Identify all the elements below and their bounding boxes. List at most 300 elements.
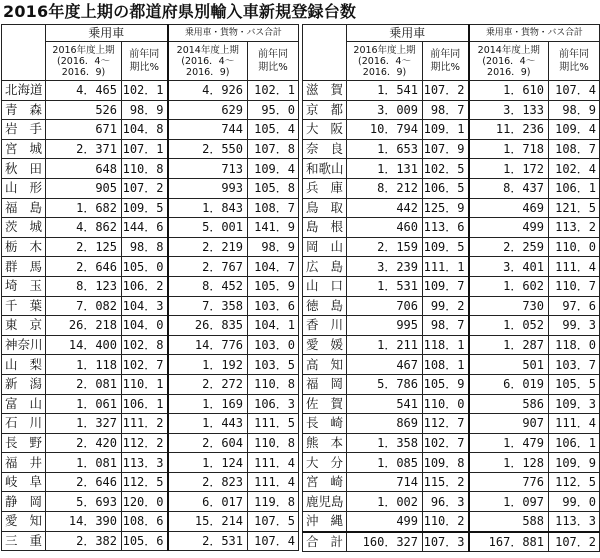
total-yoy-cell: 108．7 xyxy=(248,198,299,218)
prefecture-cell: 静岡 xyxy=(2,492,46,512)
passenger-yoy-cell: 102．8 xyxy=(122,335,168,355)
period-header-passenger: 2016年度上期 (2016．4～ 2016．9) xyxy=(46,42,122,81)
prefecture-cell: 長崎 xyxy=(303,414,347,434)
table-row xyxy=(303,198,600,218)
total-count-cell: 499 xyxy=(469,218,549,238)
table-row xyxy=(2,218,299,238)
prefecture-cell: 北海道 xyxy=(2,81,46,101)
total-count-cell: 588 xyxy=(469,512,549,532)
total-count-cell: 1．052 xyxy=(469,316,549,336)
passenger-count-cell: 541 xyxy=(347,394,423,414)
passenger-count-cell: 499 xyxy=(347,512,423,532)
total-yoy-cell: 104．1 xyxy=(248,316,299,336)
passenger-count-cell: 1．085 xyxy=(347,453,423,473)
total-yoy-cell: 97．6 xyxy=(549,296,600,316)
total-yoy-cell: 112．5 xyxy=(549,472,600,492)
passenger-yoy-cell: 115．2 xyxy=(423,472,469,492)
total-count-cell: 2．272 xyxy=(168,374,248,394)
passenger-yoy-cell: 112．5 xyxy=(122,472,168,492)
total-yoy-cell: 107．2 xyxy=(549,532,600,552)
table-row xyxy=(303,335,600,355)
total-count-cell: 730 xyxy=(469,296,549,316)
passenger-yoy-cell: 104．8 xyxy=(122,120,168,140)
table-row xyxy=(2,492,299,512)
passenger-count-cell: 2．382 xyxy=(46,531,122,551)
passenger-yoy-cell: 102．5 xyxy=(423,159,469,179)
passenger-count-cell: 706 xyxy=(347,296,423,316)
prefecture-cell: 千葉 xyxy=(2,296,46,316)
passenger-count-cell: 1．081 xyxy=(46,453,122,473)
table-row xyxy=(303,414,600,434)
period-header-passenger: 2016年度上期 (2016．4～ 2016．9) xyxy=(347,42,423,81)
passenger-count-cell: 8．212 xyxy=(347,178,423,198)
table-row xyxy=(2,139,299,159)
passenger-car-group-header: 乗用車 xyxy=(46,25,168,42)
prefecture-cell: 岐阜 xyxy=(2,472,46,492)
passenger-count-cell: 1．653 xyxy=(347,139,423,159)
right-table-panel xyxy=(302,24,599,557)
passenger-yoy-cell: 105．0 xyxy=(122,257,168,277)
passenger-yoy-cell: 111．1 xyxy=(423,257,469,277)
prefecture-cell: 岩手 xyxy=(2,120,46,140)
yoy-header-total: 前年同 期比% xyxy=(248,42,299,81)
passenger-yoy-cell: 110．8 xyxy=(122,159,168,179)
table-row xyxy=(2,120,299,140)
prefecture-cell: 広島 xyxy=(303,257,347,277)
table-row xyxy=(303,472,600,492)
total-yoy-cell: 110．0 xyxy=(549,237,600,257)
table-row xyxy=(2,512,299,532)
passenger-yoy-cell: 98．7 xyxy=(423,316,469,336)
total-yoy-cell: 111．4 xyxy=(549,414,600,434)
total-count-cell: 1．610 xyxy=(469,81,549,101)
total-yoy-cell: 98．9 xyxy=(248,237,299,257)
passenger-yoy-cell: 106．1 xyxy=(122,394,168,414)
total-count-cell: 3．133 xyxy=(469,100,549,120)
all-vehicles-group-header: 乗用車・貨物・バス合計 xyxy=(469,25,600,42)
table-row xyxy=(2,433,299,453)
table-row xyxy=(303,355,600,375)
passenger-yoy-cell: 111．2 xyxy=(122,414,168,434)
table-row xyxy=(303,218,600,238)
table-row xyxy=(303,237,600,257)
period-header-total: 2014年度上期 (2016．4～ 2016．9) xyxy=(469,42,549,81)
total-count-cell: 744 xyxy=(168,120,248,140)
passenger-yoy-cell: 99．2 xyxy=(423,296,469,316)
passenger-yoy-cell: 113．3 xyxy=(122,453,168,473)
total-yoy-cell: 99．0 xyxy=(549,492,600,512)
prefecture-cell: 和歌山 xyxy=(303,159,347,179)
table-row xyxy=(2,472,299,492)
total-yoy-cell: 109．4 xyxy=(549,120,600,140)
passenger-count-cell: 2．646 xyxy=(46,257,122,277)
prefecture-cell: 大分 xyxy=(303,453,347,473)
total-count-cell: 1．602 xyxy=(469,276,549,296)
total-yoy-cell: 121．5 xyxy=(549,198,600,218)
prefecture-cell: 滋賀 xyxy=(303,81,347,101)
prefecture-cell: 三重 xyxy=(2,531,46,551)
table-row xyxy=(303,453,600,473)
total-count-cell: 6．019 xyxy=(469,374,549,394)
passenger-count-cell: 10．794 xyxy=(347,120,423,140)
table-row xyxy=(2,453,299,473)
registration-table-left xyxy=(1,24,299,551)
total-count-cell: 2．259 xyxy=(469,237,549,257)
table-row xyxy=(303,276,600,296)
passenger-count-cell: 1．118 xyxy=(46,355,122,375)
passenger-count-cell: 2．371 xyxy=(46,139,122,159)
total-count-cell: 629 xyxy=(168,100,248,120)
total-row xyxy=(303,532,600,552)
total-yoy-cell: 107．4 xyxy=(248,531,299,551)
total-yoy-cell: 107．4 xyxy=(549,81,600,101)
passenger-yoy-cell: 109．5 xyxy=(423,237,469,257)
total-yoy-cell: 106．3 xyxy=(248,394,299,414)
prefecture-cell: 秋田 xyxy=(2,159,46,179)
total-count-cell: 3．401 xyxy=(469,257,549,277)
passenger-yoy-cell: 109．8 xyxy=(423,453,469,473)
passenger-yoy-cell: 106．5 xyxy=(423,178,469,198)
total-yoy-cell: 141．9 xyxy=(248,218,299,238)
passenger-count-cell: 467 xyxy=(347,355,423,375)
passenger-count-cell: 26．218 xyxy=(46,316,122,336)
passenger-count-cell: 2．081 xyxy=(46,374,122,394)
registration-table-right xyxy=(302,24,600,552)
table-row xyxy=(2,81,299,101)
passenger-yoy-cell: 109．7 xyxy=(423,276,469,296)
prefecture-cell: 福島 xyxy=(2,198,46,218)
table-row xyxy=(303,296,600,316)
passenger-count-cell: 442 xyxy=(347,198,423,218)
total-count-cell: 1．443 xyxy=(168,414,248,434)
total-count-cell: 586 xyxy=(469,394,549,414)
passenger-yoy-cell: 98．7 xyxy=(423,100,469,120)
total-count-cell: 1．128 xyxy=(469,453,549,473)
table-row xyxy=(2,198,299,218)
table-row xyxy=(303,512,600,532)
table-row xyxy=(303,120,600,140)
passenger-yoy-cell: 110．0 xyxy=(423,394,469,414)
total-yoy-cell: 106．1 xyxy=(549,433,600,453)
total-yoy-cell: 103．6 xyxy=(248,296,299,316)
prefecture-cell: 香川 xyxy=(303,316,347,336)
passenger-yoy-cell: 125．9 xyxy=(423,198,469,218)
total-yoy-cell: 105．8 xyxy=(248,178,299,198)
passenger-yoy-cell: 118．1 xyxy=(423,335,469,355)
passenger-yoy-cell: 112．2 xyxy=(122,433,168,453)
prefecture-cell: 茨城 xyxy=(2,218,46,238)
table-row xyxy=(303,100,600,120)
passenger-yoy-cell: 102．1 xyxy=(122,81,168,101)
total-yoy-cell: 109．3 xyxy=(549,394,600,414)
total-yoy-cell: 113．2 xyxy=(549,218,600,238)
prefecture-cell: 熊本 xyxy=(303,433,347,453)
yoy-header-passenger: 前年同 期比% xyxy=(122,42,168,81)
total-count-cell: 7．358 xyxy=(168,296,248,316)
prefecture-cell: 鹿児島 xyxy=(303,492,347,512)
prefecture-cell: 岡山 xyxy=(303,237,347,257)
passenger-yoy-cell: 113．6 xyxy=(423,218,469,238)
total-count-cell: 8．437 xyxy=(469,178,549,198)
prefecture-cell: 宮崎 xyxy=(303,472,347,492)
total-count-cell: 2．531 xyxy=(168,531,248,551)
total-count-cell: 1．718 xyxy=(469,139,549,159)
total-yoy-cell: 110．7 xyxy=(549,276,600,296)
prefecture-cell: 奈良 xyxy=(303,139,347,159)
yoy-header-passenger: 前年同 期比% xyxy=(423,42,469,81)
passenger-count-cell: 1．131 xyxy=(347,159,423,179)
passenger-yoy-cell: 104．3 xyxy=(122,296,168,316)
total-yoy-cell: 105．9 xyxy=(248,276,299,296)
passenger-count-cell: 671 xyxy=(46,120,122,140)
total-count-cell: 2．823 xyxy=(168,472,248,492)
table-row xyxy=(303,159,600,179)
table-row xyxy=(2,276,299,296)
total-count-cell: 713 xyxy=(168,159,248,179)
prefecture-cell: 佐賀 xyxy=(303,394,347,414)
passenger-yoy-cell: 110．1 xyxy=(122,374,168,394)
table-row xyxy=(303,394,600,414)
total-count-cell: 1．169 xyxy=(168,394,248,414)
passenger-count-cell: 905 xyxy=(46,178,122,198)
table-row xyxy=(303,492,600,512)
total-count-cell: 1．479 xyxy=(469,433,549,453)
total-count-cell: 5．001 xyxy=(168,218,248,238)
table-row xyxy=(303,139,600,159)
table-row xyxy=(2,335,299,355)
passenger-count-cell: 3．009 xyxy=(347,100,423,120)
table-row xyxy=(303,81,600,101)
total-yoy-cell: 119．8 xyxy=(248,492,299,512)
prefecture-header-cell xyxy=(2,25,46,81)
passenger-yoy-cell: 109．5 xyxy=(122,198,168,218)
passenger-count-cell: 1．358 xyxy=(347,433,423,453)
total-yoy-cell: 118．0 xyxy=(549,335,600,355)
total-yoy-cell: 109．4 xyxy=(248,159,299,179)
passenger-count-cell: 1．002 xyxy=(347,492,423,512)
prefecture-cell: 島根 xyxy=(303,218,347,238)
total-count-cell: 167．881 xyxy=(469,532,549,552)
prefecture-cell: 大阪 xyxy=(303,120,347,140)
left-table-panel xyxy=(1,24,298,557)
prefecture-cell: 福井 xyxy=(2,453,46,473)
total-yoy-cell: 103．0 xyxy=(248,335,299,355)
prefecture-cell: 東京 xyxy=(2,316,46,336)
passenger-count-cell: 2．646 xyxy=(46,472,122,492)
total-count-cell: 26．835 xyxy=(168,316,248,336)
passenger-count-cell: 526 xyxy=(46,100,122,120)
passenger-yoy-cell: 102．7 xyxy=(122,355,168,375)
passenger-count-cell: 14．390 xyxy=(46,512,122,532)
passenger-count-cell: 2．159 xyxy=(347,237,423,257)
total-yoy-cell: 102．4 xyxy=(549,159,600,179)
prefecture-cell: 神奈川 xyxy=(2,335,46,355)
total-yoy-cell: 107．5 xyxy=(248,512,299,532)
prefecture-cell: 富山 xyxy=(2,394,46,414)
table-row xyxy=(2,394,299,414)
passenger-yoy-cell: 108．6 xyxy=(122,512,168,532)
prefecture-cell: 沖縄 xyxy=(303,512,347,532)
table-row xyxy=(2,374,299,394)
passenger-yoy-cell: 110．2 xyxy=(423,512,469,532)
passenger-count-cell: 3．239 xyxy=(347,257,423,277)
passenger-yoy-cell: 102．7 xyxy=(423,433,469,453)
prefecture-cell: 高知 xyxy=(303,355,347,375)
total-count-cell: 469 xyxy=(469,198,549,218)
total-count-cell: 11．236 xyxy=(469,120,549,140)
table-row xyxy=(2,159,299,179)
total-yoy-cell: 105．4 xyxy=(248,120,299,140)
prefecture-cell: 宮城 xyxy=(2,139,46,159)
passenger-count-cell: 460 xyxy=(347,218,423,238)
passenger-yoy-cell: 98．9 xyxy=(122,100,168,120)
total-count-cell: 15．214 xyxy=(168,512,248,532)
total-count-cell: 1．192 xyxy=(168,355,248,375)
total-count-cell: 1．287 xyxy=(469,335,549,355)
table-row xyxy=(303,178,600,198)
total-yoy-cell: 111．5 xyxy=(248,414,299,434)
passenger-count-cell: 714 xyxy=(347,472,423,492)
prefecture-cell: 鳥取 xyxy=(303,198,347,218)
yoy-header-total: 前年同 期比% xyxy=(549,42,600,81)
passenger-count-cell: 648 xyxy=(46,159,122,179)
total-count-cell: 14．776 xyxy=(168,335,248,355)
total-yoy-cell: 110．8 xyxy=(248,433,299,453)
prefecture-cell: 福岡 xyxy=(303,374,347,394)
passenger-yoy-cell: 109．1 xyxy=(423,120,469,140)
passenger-count-cell: 7．082 xyxy=(46,296,122,316)
prefecture-cell: 群馬 xyxy=(2,257,46,277)
passenger-count-cell: 1．061 xyxy=(46,394,122,414)
total-count-cell: 501 xyxy=(469,355,549,375)
passenger-yoy-cell: 107．2 xyxy=(423,81,469,101)
passenger-count-cell: 4．862 xyxy=(46,218,122,238)
passenger-yoy-cell: 105．9 xyxy=(423,374,469,394)
prefecture-cell: 埼玉 xyxy=(2,276,46,296)
passenger-count-cell: 2．125 xyxy=(46,237,122,257)
total-yoy-cell: 102．1 xyxy=(248,81,299,101)
passenger-yoy-cell: 108．1 xyxy=(423,355,469,375)
total-count-cell: 2．767 xyxy=(168,257,248,277)
passenger-yoy-cell: 96．3 xyxy=(423,492,469,512)
prefecture-cell: 徳島 xyxy=(303,296,347,316)
total-yoy-cell: 99．3 xyxy=(549,316,600,336)
table-row xyxy=(2,100,299,120)
total-yoy-cell: 103．7 xyxy=(549,355,600,375)
passenger-count-cell: 869 xyxy=(347,414,423,434)
total-yoy-cell: 110．8 xyxy=(248,374,299,394)
passenger-count-cell: 1．327 xyxy=(46,414,122,434)
total-yoy-cell: 111．4 xyxy=(248,453,299,473)
passenger-yoy-cell: 144．6 xyxy=(122,218,168,238)
passenger-count-cell: 2．420 xyxy=(46,433,122,453)
total-yoy-cell: 111．4 xyxy=(549,257,600,277)
table-row xyxy=(2,414,299,434)
passenger-count-cell: 14．400 xyxy=(46,335,122,355)
total-yoy-cell: 98．9 xyxy=(549,100,600,120)
total-count-cell: 1．843 xyxy=(168,198,248,218)
prefecture-cell: 京都 xyxy=(303,100,347,120)
table-row xyxy=(2,355,299,375)
total-yoy-cell: 106．1 xyxy=(549,178,600,198)
table-row xyxy=(303,316,600,336)
table-row xyxy=(2,296,299,316)
total-yoy-cell: 108．7 xyxy=(549,139,600,159)
passenger-yoy-cell: 107．3 xyxy=(423,532,469,552)
total-count-cell: 6．017 xyxy=(168,492,248,512)
total-count-cell: 776 xyxy=(469,472,549,492)
total-count-cell: 1．172 xyxy=(469,159,549,179)
total-yoy-cell: 111．4 xyxy=(248,472,299,492)
table-row xyxy=(2,178,299,198)
passenger-count-cell: 160．327 xyxy=(347,532,423,552)
table-row xyxy=(303,257,600,277)
total-yoy-cell: 109．9 xyxy=(549,453,600,473)
prefecture-cell: 愛知 xyxy=(2,512,46,532)
table-row xyxy=(2,531,299,551)
total-yoy-cell: 103．5 xyxy=(248,355,299,375)
table-row xyxy=(2,257,299,277)
right-table-body xyxy=(303,81,600,552)
total-yoy-cell: 107．8 xyxy=(248,139,299,159)
total-count-cell: 1．097 xyxy=(469,492,549,512)
table-row xyxy=(303,433,600,453)
total-count-cell: 2．219 xyxy=(168,237,248,257)
prefecture-cell: 山口 xyxy=(303,276,347,296)
passenger-count-cell: 1．531 xyxy=(347,276,423,296)
period-header-total: 2014年度上期 (2016．4～ 2016．9) xyxy=(168,42,248,81)
total-yoy-cell: 113．3 xyxy=(549,512,600,532)
passenger-yoy-cell: 107．9 xyxy=(423,139,469,159)
prefecture-cell: 青森 xyxy=(2,100,46,120)
table-row xyxy=(2,316,299,336)
passenger-yoy-cell: 106．2 xyxy=(122,276,168,296)
passenger-yoy-cell: 107．1 xyxy=(122,139,168,159)
table-row xyxy=(303,374,600,394)
total-count-cell: 1．124 xyxy=(168,453,248,473)
prefecture-cell: 栃木 xyxy=(2,237,46,257)
prefecture-cell: 愛媛 xyxy=(303,335,347,355)
passenger-count-cell: 5．693 xyxy=(46,492,122,512)
passenger-yoy-cell: 105．6 xyxy=(122,531,168,551)
total-count-cell: 993 xyxy=(168,178,248,198)
table-title: 2016年度上期の都道府県別輸入車新規登録台数 xyxy=(3,2,357,21)
passenger-count-cell: 1．682 xyxy=(46,198,122,218)
passenger-count-cell: 995 xyxy=(347,316,423,336)
total-count-cell: 8．452 xyxy=(168,276,248,296)
prefecture-cell: 山梨 xyxy=(2,355,46,375)
total-count-cell: 2．550 xyxy=(168,139,248,159)
prefecture-header-cell xyxy=(303,25,347,81)
prefecture-cell: 石川 xyxy=(2,414,46,434)
passenger-count-cell: 4．465 xyxy=(46,81,122,101)
total-yoy-cell: 105．5 xyxy=(549,374,600,394)
table-row xyxy=(2,237,299,257)
passenger-count-cell: 8．123 xyxy=(46,276,122,296)
passenger-yoy-cell: 104．0 xyxy=(122,316,168,336)
all-vehicles-group-header: 乗用車・貨物・バス合計 xyxy=(168,25,299,42)
passenger-yoy-cell: 120．0 xyxy=(122,492,168,512)
total-yoy-cell: 95．0 xyxy=(248,100,299,120)
passenger-yoy-cell: 107．2 xyxy=(122,178,168,198)
prefecture-cell: 山形 xyxy=(2,178,46,198)
prefecture-cell: 新潟 xyxy=(2,374,46,394)
passenger-count-cell: 1．211 xyxy=(347,335,423,355)
total-count-cell: 907 xyxy=(469,414,549,434)
passenger-yoy-cell: 112．7 xyxy=(423,414,469,434)
total-count-cell: 2．604 xyxy=(168,433,248,453)
passenger-count-cell: 1．541 xyxy=(347,81,423,101)
